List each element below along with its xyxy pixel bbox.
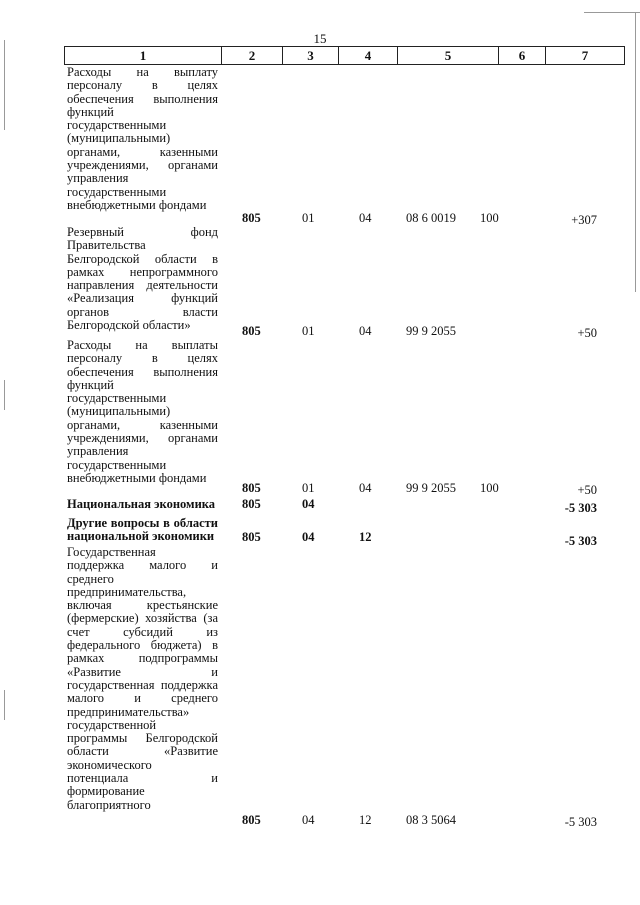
desc-line: «Реализация функций — [67, 292, 218, 306]
row-description — [67, 517, 218, 544]
cell-col-5: 99 9 2055 — [406, 324, 456, 338]
cell-col-4: 04 — [359, 211, 372, 225]
cell-col-7: +307 — [571, 213, 597, 227]
desc-line: Правительства — [67, 239, 146, 253]
desc-line: персоналу в целях — [67, 79, 218, 93]
cell-col-3: 04 — [302, 497, 315, 511]
desc-line: рамках подпрограммы — [67, 652, 218, 666]
desc-line: государственная поддержка — [67, 678, 218, 692]
desc-line: государственными — [67, 458, 167, 472]
scan-edge-mark — [4, 690, 5, 720]
cell-col-2: 805 — [242, 530, 261, 544]
desc-line: малого и среднего — [67, 692, 218, 706]
desc-line: государственной — [67, 718, 157, 732]
desc-line: внебюджетными фондами — [67, 198, 207, 212]
table-header — [64, 46, 625, 64]
page-number: 15 — [313, 31, 327, 46]
cell-col-7: +50 — [577, 326, 597, 340]
desc-line: государственными — [67, 392, 167, 406]
desc-line: персоналу в целях — [67, 352, 218, 366]
desc-line: поддержка малого и — [67, 559, 218, 573]
cell-col-2: 805 — [242, 497, 261, 511]
cell-col-6: 100 — [480, 211, 499, 225]
header-col-1: 1 — [64, 46, 221, 64]
cell-col-3: 04 — [302, 813, 315, 827]
desc-line: внебюджетными фондами — [67, 471, 207, 485]
desc-line: функций — [67, 378, 114, 392]
desc-line: области «Развитие — [67, 745, 218, 759]
header-col-4: 4 — [338, 46, 397, 64]
desc-line: органов власти — [67, 305, 218, 319]
desc-line: органами, казенными — [67, 145, 218, 159]
cell-col-2: 805 — [242, 481, 261, 495]
cell-col-7: +50 — [577, 483, 597, 497]
cell-col-2: 805 — [242, 211, 261, 225]
cell-col-7: -5 303 — [564, 815, 597, 829]
cell-col-3: 01 — [302, 324, 315, 338]
cell-col-3: 01 — [302, 481, 315, 495]
desc-line: Расходы на выплату — [67, 66, 218, 79]
desc-line: (муниципальными) — [67, 132, 171, 146]
desc-line: (муниципальными) — [67, 405, 171, 419]
cell-col-5: 08 3 5064 — [406, 813, 456, 827]
row-description — [67, 498, 218, 511]
desc-line: программы Белгородской — [67, 732, 218, 746]
cell-col-7: -5 303 — [564, 534, 597, 548]
desc-line: включая крестьянские — [67, 599, 218, 613]
desc-line: учреждениями, органами — [67, 432, 218, 446]
desc-line: рамках непрограммного — [67, 265, 218, 279]
desc-line: направления деятельности — [67, 279, 218, 293]
header-col-7: 7 — [545, 46, 625, 64]
scan-edge-mark — [584, 12, 640, 13]
scan-edge-mark — [635, 12, 636, 292]
desc-line: Белгородской области» — [67, 319, 191, 333]
header-col-2: 2 — [221, 46, 282, 64]
row-description — [67, 226, 218, 332]
row-description — [67, 546, 218, 812]
desc-line: федерального бюджета) в — [67, 639, 218, 653]
desc-line: государственными — [67, 185, 167, 199]
desc-line: счет субсидий из — [67, 625, 218, 639]
header-col-6: 6 — [498, 46, 545, 64]
desc-line: обеспечения выполнения — [67, 92, 218, 106]
desc-line: управления — [67, 445, 129, 459]
cell-col-6: 100 — [480, 481, 499, 495]
cell-col-2: 805 — [242, 324, 261, 338]
scan-edge-mark — [4, 40, 5, 130]
cell-col-4: 04 — [359, 324, 372, 338]
desc-line: национальной экономики — [67, 530, 215, 544]
desc-line: Национальная экономика — [67, 498, 216, 511]
desc-line: обеспечения выполнения — [67, 365, 218, 379]
desc-line: предпринимательства» — [67, 705, 190, 719]
header-col-5: 5 — [397, 46, 498, 64]
desc-line: формирование — [67, 785, 145, 799]
desc-line: потенциала и — [67, 772, 218, 786]
header-bottom-border — [64, 64, 625, 65]
cell-col-4: 12 — [359, 813, 372, 827]
desc-line: Государственная — [67, 546, 156, 559]
desc-line: Резервный фонд — [67, 226, 218, 239]
cell-col-3: 04 — [302, 530, 315, 544]
desc-line: функций — [67, 105, 114, 119]
desc-line: среднего — [67, 572, 114, 586]
desc-line: предпринимательства, — [67, 585, 187, 599]
desc-line: благоприятного — [67, 798, 151, 812]
row-description — [67, 339, 218, 485]
cell-col-5: 99 9 2055 — [406, 481, 456, 495]
header-col-3: 3 — [282, 46, 338, 64]
desc-line: Другие вопросы в области — [67, 517, 218, 530]
desc-line: учреждениями, органами — [67, 159, 218, 173]
cell-col-4: 12 — [359, 530, 372, 544]
cell-col-2: 805 — [242, 813, 261, 827]
cell-col-4: 04 — [359, 481, 372, 495]
desc-line: органами, казенными — [67, 418, 218, 432]
desc-line: Расходы на выплаты — [67, 339, 218, 352]
desc-line: (фермерские) хозяйства (за — [67, 612, 218, 626]
cell-col-5: 08 6 0019 — [406, 211, 456, 225]
row-description — [67, 66, 218, 212]
desc-line: экономического — [67, 758, 152, 772]
scan-edge-mark — [4, 380, 5, 410]
desc-line: Белгородской области в — [67, 252, 218, 266]
desc-line: управления — [67, 172, 129, 186]
cell-col-3: 01 — [302, 211, 315, 225]
cell-col-7: -5 303 — [564, 501, 597, 515]
desc-line: «Развитие и — [67, 665, 218, 679]
desc-line: государственными — [67, 119, 167, 133]
